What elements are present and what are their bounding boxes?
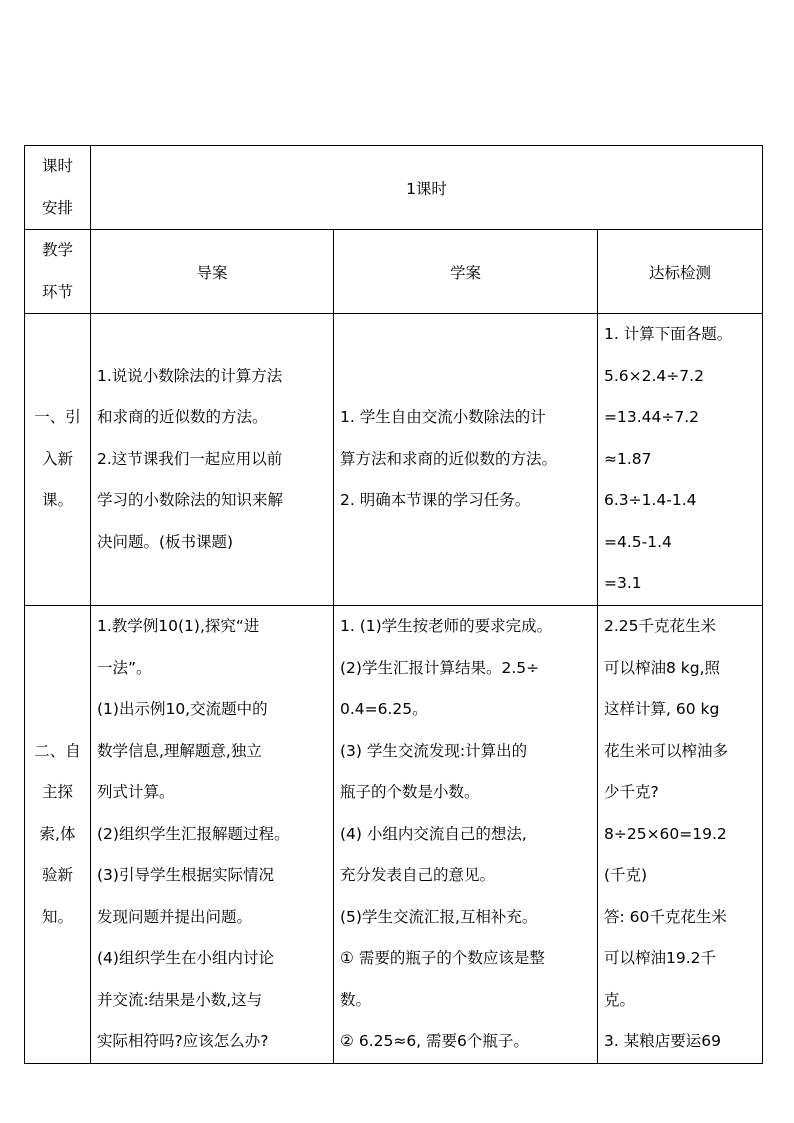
explore-study-line: 瓶子的个数是小数。 xyxy=(340,783,480,801)
explore-check-line: (千克) xyxy=(604,866,648,884)
intro-check-line: 1. 计算下面各题。 xyxy=(604,325,733,344)
explore-guide-line: (4)组织学生在小组内讨论 xyxy=(97,949,274,967)
explore-stage-line: 索,体 xyxy=(39,824,76,843)
intro-study-cell xyxy=(334,314,598,606)
row-intro xyxy=(25,314,763,606)
period-value: 1课时 xyxy=(406,179,447,198)
explore-check-line: 3. 某粮店要运69 xyxy=(604,1032,721,1050)
explore-study-line: 0.4=6.25。 xyxy=(340,700,428,718)
stage-header-cell xyxy=(25,230,91,314)
explore-check-line: 克。 xyxy=(604,990,636,1009)
intro-study-line: 算方法和求商的近似数的方法。 xyxy=(340,449,558,468)
explore-stage-line: 验新 xyxy=(41,866,73,884)
explore-study-line: ② 6.25≈6, 需要6个瓶子。 xyxy=(340,1032,529,1050)
explore-stage-cell xyxy=(25,606,91,1064)
check-header: 达标检测 xyxy=(649,263,712,282)
intro-stage-line: 入新 xyxy=(41,449,73,468)
explore-check-line: 这样计算, 60 kg xyxy=(604,700,720,718)
intro-stage-cell xyxy=(25,314,91,606)
explore-study-line: 1. (1)学生按老师的要求完成。 xyxy=(340,617,553,635)
explore-check-line: 少千克? xyxy=(604,783,659,801)
intro-guide-cell xyxy=(91,314,334,606)
row-header xyxy=(25,230,763,314)
explore-check-line: 答: 60千克花生米 xyxy=(604,907,727,926)
intro-guide-line: 决问题。(板书课题) xyxy=(97,532,234,551)
explore-guide-line: 数学信息,理解题意,独立 xyxy=(97,741,262,760)
stage-header-line: 环节 xyxy=(41,282,73,301)
period-value-cell xyxy=(91,146,763,230)
intro-stage-line: 一、引 xyxy=(34,408,81,427)
explore-check-line: 2.25千克花生米 xyxy=(604,617,717,635)
intro-guide-line: 1.说说小数除法的计算方法 xyxy=(97,366,283,385)
explore-guide-line: (2)组织学生汇报解题过程。 xyxy=(97,824,290,843)
explore-check-line: 花生米可以榨油多 xyxy=(604,741,729,760)
explore-guide-line: (1)出示例10,交流题中的 xyxy=(97,700,268,718)
explore-stage-line: 知。 xyxy=(41,907,73,926)
intro-check-line: =3.1 xyxy=(604,574,642,593)
intro-guide-line: 和求商的近似数的方法。 xyxy=(97,408,268,427)
explore-guide-line: 发现问题并提出问题。 xyxy=(97,907,253,926)
explore-guide-line: (3)引导学生根据实际情况 xyxy=(97,866,274,884)
row-explore xyxy=(25,606,763,1064)
check-header-cell xyxy=(598,230,763,314)
explore-study-cell xyxy=(334,606,598,1064)
explore-study-line: (3) 学生交流发现:计算出的 xyxy=(340,741,528,760)
explore-guide-line: 并交流:结果是小数,这与 xyxy=(97,990,263,1009)
intro-guide-line: 学习的小数除法的知识来解 xyxy=(97,491,284,510)
study-header-cell xyxy=(334,230,598,314)
intro-study-line: 1. 学生自由交流小数除法的计 xyxy=(340,408,546,427)
explore-stage-line: 二、自 xyxy=(34,741,81,760)
intro-study-line: 2. 明确本节课的学习任务。 xyxy=(340,491,531,510)
explore-check-line: 可以榨油19.2千 xyxy=(604,949,717,967)
explore-check-line: 8÷25×60=19.2 xyxy=(604,824,727,843)
lesson-plan-table xyxy=(24,145,763,1064)
intro-check-line: =4.5-1.4 xyxy=(604,532,672,551)
intro-check-line: 5.6×2.4÷7.2 xyxy=(604,366,704,385)
explore-study-line: (2)学生汇报计算结果。2.5÷ xyxy=(340,658,540,677)
stage-header-line: 教学 xyxy=(41,241,73,259)
intro-check-line: =13.44÷7.2 xyxy=(604,408,699,427)
explore-study-line: 数。 xyxy=(340,990,372,1009)
intro-check-line: 6.3÷1.4-1.4 xyxy=(604,491,697,510)
row-period xyxy=(25,146,763,230)
explore-guide-line: 1.教学例10(1),探究“进 xyxy=(97,617,260,635)
period-label-line: 安排 xyxy=(41,198,73,217)
explore-check-cell xyxy=(598,606,763,1064)
explore-study-line: 充分发表自己的意见。 xyxy=(340,866,496,884)
explore-guide-line: 实际相符吗?应该怎么办? xyxy=(97,1032,269,1050)
guide-header: 导案 xyxy=(196,263,228,282)
study-header: 学案 xyxy=(449,263,481,282)
intro-check-line: ≈1.87 xyxy=(604,449,652,468)
intro-guide-line: 2.这节课我们一起应用以前 xyxy=(97,449,283,468)
explore-guide-line: 一法”。 xyxy=(97,658,152,677)
guide-header-cell xyxy=(91,230,334,314)
explore-guide-cell xyxy=(91,606,334,1064)
intro-check-cell xyxy=(598,314,763,606)
explore-stage-line: 主探 xyxy=(41,783,73,801)
intro-stage-line: 课。 xyxy=(41,491,73,510)
period-label-cell xyxy=(25,146,91,230)
explore-study-line: ① 需要的瓶子的个数应该是整 xyxy=(340,949,545,967)
explore-check-line: 可以榨油8 kg,照 xyxy=(604,658,721,677)
explore-study-line: (4) 小组内交流自己的想法, xyxy=(340,824,527,843)
explore-study-line: (5)学生交流汇报,互相补充。 xyxy=(340,907,538,926)
period-label-line: 课时 xyxy=(41,157,73,175)
explore-guide-line: 列式计算。 xyxy=(97,783,175,801)
